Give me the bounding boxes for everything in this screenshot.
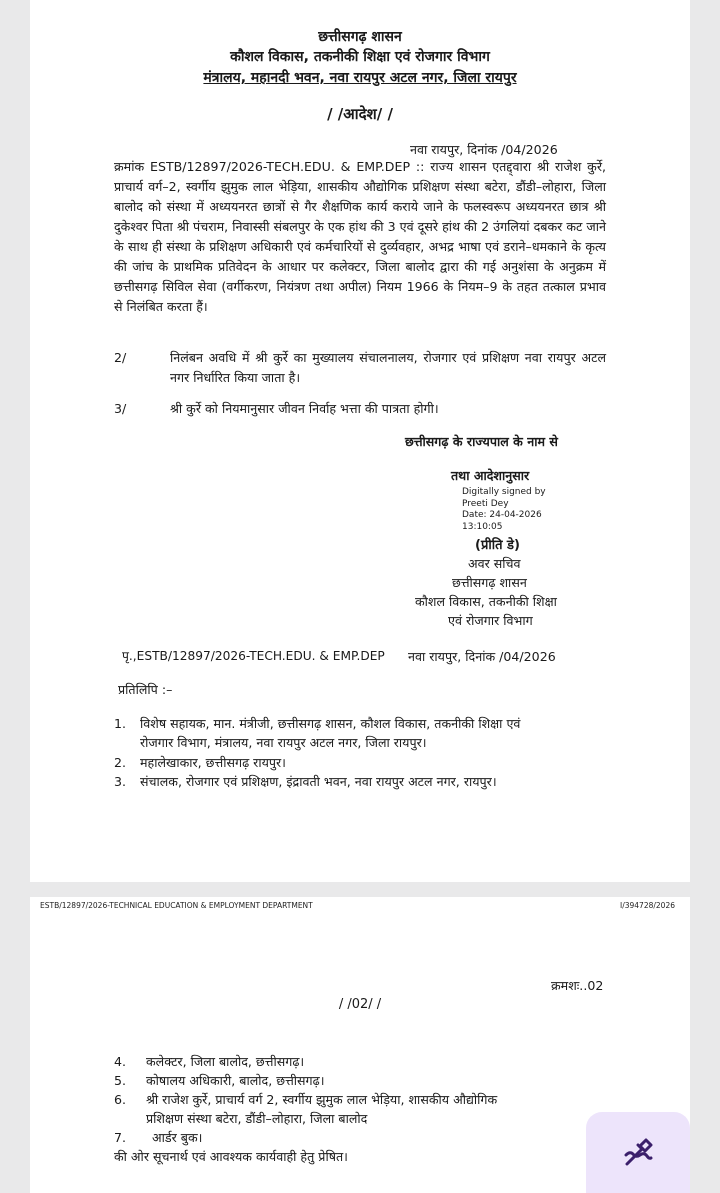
list-item-number: 3. <box>114 774 127 789</box>
edit-pen-icon <box>618 1133 658 1173</box>
order-authority-line: तथा आदेशानुसार <box>451 468 530 483</box>
para2-number: 2/ <box>114 350 127 365</box>
digital-signature-time: 13:10:05 <box>462 521 503 532</box>
list-item-continued: रोजगार विभाग, मंत्रालय, नवा रायपुर अटल नगर, जिला रायपुर। <box>140 735 427 750</box>
page-number-marker: / /02/ / <box>338 997 382 1012</box>
document-page-1 <box>30 0 690 882</box>
header-department: कौशल विकास, तकनीकी शिक्षा एवं रोजगार विभाग <box>230 49 490 65</box>
header-government: छत्तीसगढ़ शासन <box>318 29 402 45</box>
digital-signature-line1: Digitally signed by <box>462 487 546 497</box>
list-item: महालेखाकार, छत्तीसगढ़ रायपुर। <box>140 755 286 770</box>
order-title: / /आदेश/ / <box>327 105 393 123</box>
para2-text: निलंबन अवधि में श्री कुर्रे का मुख्यालय संचालनालय, रोजगार एवं प्रशिक्षण नवा रायपुर अटल नगर निर्धारित किया जाता है। <box>170 350 606 385</box>
page2-header-left: ESTB/12897/2026-TECHNICAL EDUCATION & EMPLOYMENT DEPARTMENT <box>40 901 313 910</box>
list-item-number: 6. <box>114 1092 127 1107</box>
list-item-number: 5. <box>114 1073 127 1088</box>
list-item-number: 7. <box>114 1130 127 1145</box>
list-item-number: 1. <box>114 716 127 731</box>
signatory-office3: एवं रोजगार विभाग <box>448 613 533 628</box>
closing-line: की ओर सूचनार्थ एवं आवश्यक कार्यवाही हेतु प्रेषित। <box>114 1149 348 1164</box>
page2-header-right: I/394728/2026 <box>620 901 675 910</box>
list-item-number: 4. <box>114 1054 127 1069</box>
list-item: विशेष सहायक, मान. मंत्रीजी, छत्तीसगढ़ शासन, कौशल विकास, तकनीकी शिक्षा एवं <box>140 716 521 731</box>
order-body-paragraph: क्रमांक ESTB/12897/2026-TECH.EDU. & EMP.DEP :: राज्य शासन एतद्द्वारा श्री राजेश कुर्रे, प्राचार्य वर्ग–2, स्वर्गीय झुमुक लाल भेड़िया, शासकीय औद्योगिक प्रशिक्षण संस्था बटेरा, डौंडी–लोहारा, जिला बालोद को संस्था में अध्ययनरत छात्रों से गैर शैक्षणिक कार्य कराये जाने के फलस्वरूप अध्ययनरत छात्र श्री दुकेश्वर पिता श्री पंचराम, निवास्सी संबलपुर के एक हांथ की 3 एवं दूसरे हांथ की 2 उंगलियां दबकर कट जाने के साथ ही संस्था के प्रशिक्षण अधिकारी एवं कर्मचारियों से दुर्व्यवहार, अभद्र भाषा एवं डराने–धमकाने के कृत्य की जांच के प्राथमिक प्रतिवेदन के आधार पर कलेक्टर, जिला बालोद द्वारा की गई अनुशंसा के अनुक्रम में छत्तीसगढ़ सिविल सेवा (वर्गीकरण, नियंत्रण तथा अपील) नियम 1966 के नियम–9 के तहत तत्काल प्रभाव से निलंबित करता हैं। <box>114 159 606 314</box>
signatory-name: (प्रीति डे) <box>475 538 520 553</box>
list-item: आर्डर बुक। <box>152 1130 203 1145</box>
governor-line: छत्तीसगढ़ के राज्यपाल के नाम से <box>405 434 558 449</box>
digital-signature-date: Date: 24-04-2026 <box>462 510 542 520</box>
copy-to-label: प्रतिलिपि :– <box>118 682 173 697</box>
edit-fab-button[interactable] <box>586 1112 690 1193</box>
list-item: कलेक्टर, जिला बालोद, छत्तीसगढ़। <box>146 1054 305 1069</box>
list-item: श्री राजेश कुर्रे, प्राचार्य वर्ग 2, स्वर्गीय झुमुक लाल भेड़िया, शासकीय औद्योगिक <box>146 1092 498 1107</box>
endorsement-date: नवा रायपुर, दिनांक /04/2026 <box>408 649 556 664</box>
digital-signature-name: Preeti Dey <box>462 498 509 509</box>
signatory-designation: अवर सचिव <box>468 556 521 571</box>
list-item: कोषालय अधिकारी, बालोद, छत्तीसगढ़। <box>146 1073 325 1088</box>
signatory-office2: कौशल विकास, तकनीकी शिक्षा <box>415 594 557 609</box>
list-item-number: 2. <box>114 755 127 770</box>
endorsement-number: पृ.,ESTB/12897/2026-TECH.EDU. & EMP.DEP <box>122 649 385 663</box>
list-item-continued: प्रशिक्षण संस्था बटेरा, डौंडी–लोहारा, जिला बालोद <box>146 1111 368 1126</box>
signatory-office1: छत्तीसगढ़ शासन <box>452 575 527 590</box>
continued-marker: क्रमशः..02 <box>551 978 604 993</box>
list-item: संचालक, रोजगार एवं प्रशिक्षण, इंद्रावती भवन, नवा रायपुर अटल नगर, रायपुर। <box>140 774 497 789</box>
header-address: मंत्रालय, महानदी भवन, नवा रायपुर अटल नगर, जिला रायपुर <box>203 70 517 86</box>
order-date: नवा रायपुर, दिनांक /04/2026 <box>410 142 558 157</box>
para3-number: 3/ <box>114 401 127 416</box>
para3-text: श्री कुर्रे को नियमानुसार जीवन निर्वाह भत्ता की पात्रता होगी। <box>170 401 439 416</box>
